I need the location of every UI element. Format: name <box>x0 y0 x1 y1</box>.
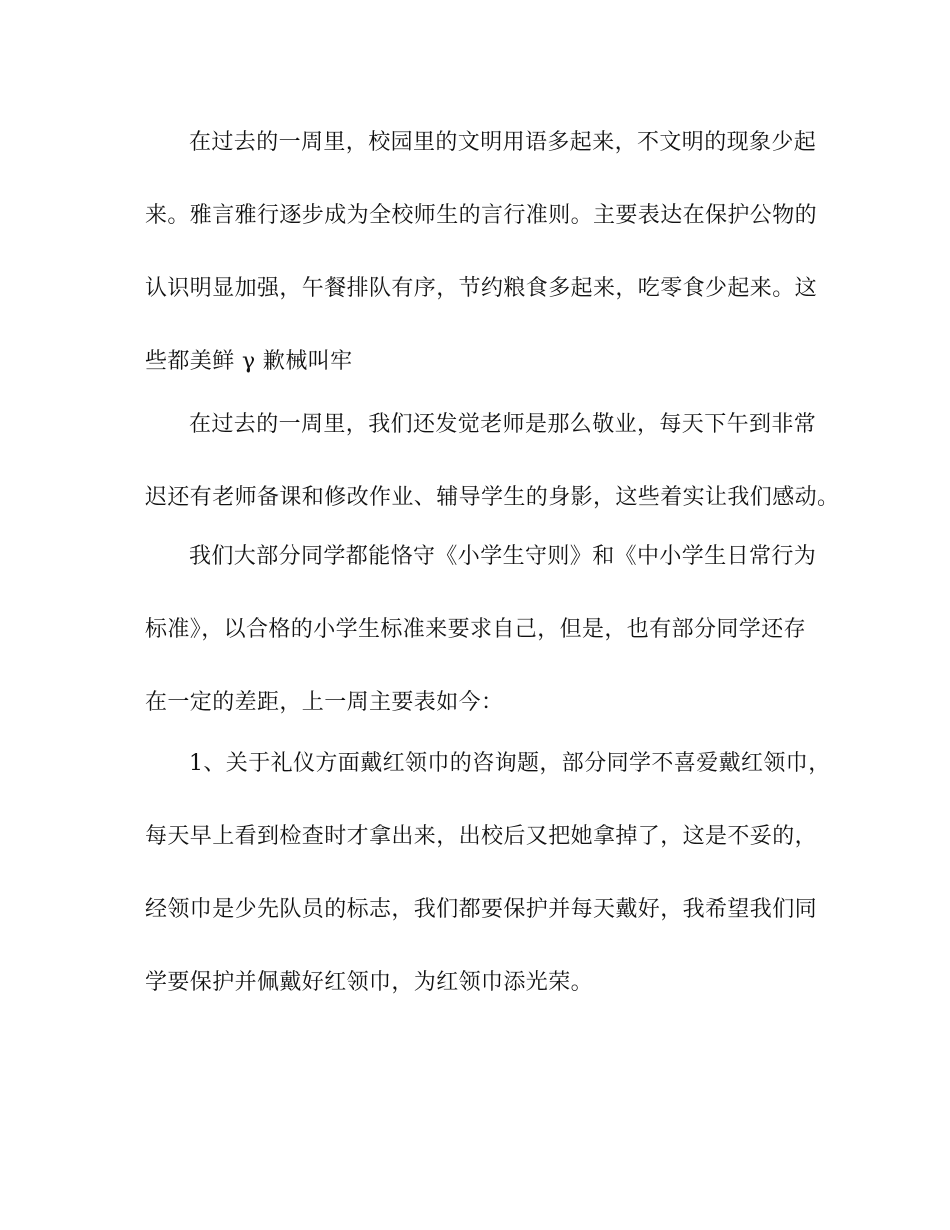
paragraph-1-line-1: 在过去的一周里，校园里的文明用语多起来，不文明的现象少起 <box>189 130 817 155</box>
paragraph-3-line-3: 在一定的差距，上一周主要表如今： <box>145 690 504 715</box>
paragraph-4-line-2: 每天早上看到检查时才拿出来，出校后又把她拿掉了，这是不妥的， <box>145 824 818 849</box>
paragraph-3-line-2: 标准》，以合格的小学生标准来要求自己，但是，也有部分同学还存 <box>145 617 807 642</box>
paragraph-1-line-2: 来。雅言雅行逐步成为全校师生的言行准则。主要表达在保护公物的 <box>145 203 818 228</box>
paragraph-4-line-3: 经领巾是少先队员的标志，我们都要保护并每天戴好，我希望我们同 <box>145 897 818 922</box>
paragraph-1-line-4: 些都美鲜 γ 歉械叫牢 <box>145 349 353 374</box>
paragraph-2-line-1: 在过去的一周里，我们还发觉老师是那么敬业，每天下午到非常 <box>189 412 817 437</box>
paragraph-2-line-2: 迟还有老师备课和修改作业、辅导学生的身影，这些着实让我们感动。 <box>145 485 840 510</box>
paragraph-3-line-1: 我们大部分同学都能恪守《小学生守则》和《中小学生日常行为 <box>189 544 817 569</box>
paragraph-4-line-4: 学要保护并佩戴好红领巾，为红领巾添光荣。 <box>145 970 594 995</box>
paragraph-4-line-1: 1、关于礼仪方面戴红领巾的咨询题，部分同学不喜爱戴红领巾， <box>189 751 831 776</box>
paragraph-1-line-3: 认识明显加强，午餐排队有序，节约粮食多起来，吃零食少起来。这 <box>145 276 818 301</box>
